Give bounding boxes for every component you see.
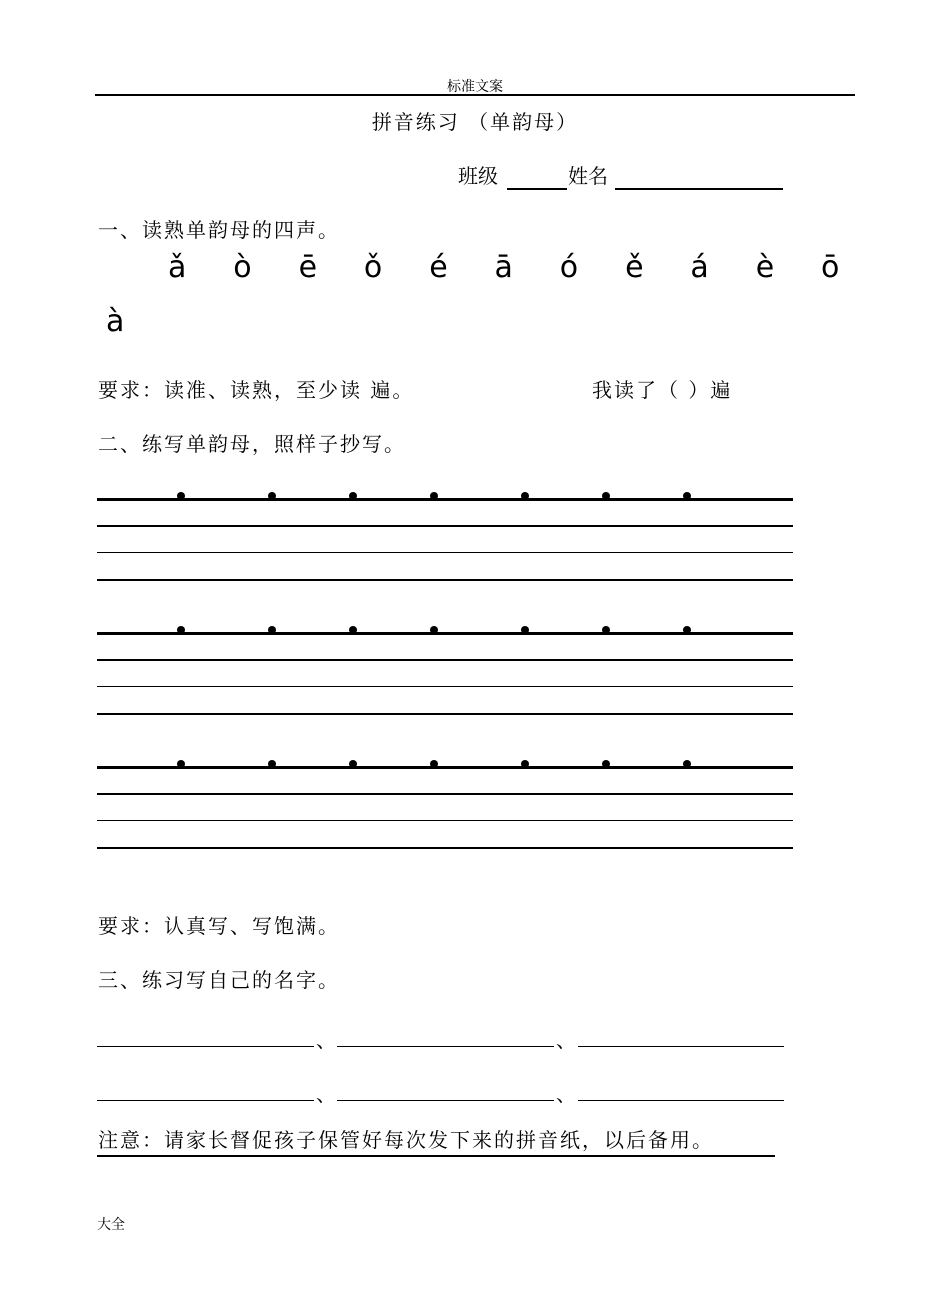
vowel-4: é: [429, 250, 448, 285]
section1-requirement: 要求：读准、读熟，至少读 遍。: [98, 378, 415, 402]
grid-dot: [602, 626, 610, 634]
section2-requirement: 要求：认真写、写饱满。: [98, 914, 340, 938]
name-blank-line[interactable]: [337, 1046, 554, 1047]
grid-dot: [521, 626, 529, 634]
section3-heading: 三、练习写自己的名字。: [98, 968, 340, 992]
grid-line: [97, 525, 793, 527]
grid-dot: [268, 760, 276, 768]
grid-dot: [602, 760, 610, 768]
name-blank[interactable]: [615, 188, 783, 190]
grid-dot: [521, 492, 529, 500]
vowel-1: ò: [233, 250, 252, 285]
grid-dot: [430, 492, 438, 500]
vowel-row2-0: à: [106, 304, 125, 339]
grid-line: [97, 659, 793, 661]
grid-dot: [602, 492, 610, 500]
grid-dot: [177, 626, 185, 634]
name-blank-line[interactable]: [578, 1046, 784, 1047]
page-header: 标准文案: [447, 79, 503, 95]
page-footer: 大全: [97, 1217, 125, 1233]
name-label: 姓名: [568, 164, 608, 188]
grid-dot: [683, 626, 691, 634]
vowel-10: ō: [821, 250, 840, 285]
grid-line: [97, 552, 793, 553]
grid-dot: [177, 492, 185, 500]
grid-dot: [268, 626, 276, 634]
vowel-9: è: [755, 250, 775, 285]
page-title: 拼音练习 （单韵母）: [371, 110, 579, 134]
name-separator: 、: [316, 1028, 336, 1052]
parent-note: 注意：请家长督促孩子保管好每次发下来的拼音纸，以后备用。: [98, 1128, 714, 1152]
grid-dot: [349, 626, 357, 634]
grid-dot: [430, 760, 438, 768]
grid-dot: [683, 492, 691, 500]
vowel-5: ā: [494, 250, 513, 285]
name-blank-line[interactable]: [97, 1100, 314, 1101]
grid-line: [97, 579, 793, 581]
grid-line: [97, 820, 793, 821]
grid-dot: [349, 760, 357, 768]
vowel-8: á: [690, 250, 709, 285]
name-blank-line[interactable]: [337, 1100, 554, 1101]
read-counter: 我读了（ ）遍: [592, 378, 733, 402]
vowel-0: ǎ: [168, 250, 187, 285]
class-blank[interactable]: [507, 188, 567, 190]
section1-heading: 一、读熟单韵母的四声。: [98, 218, 340, 242]
name-blank-line[interactable]: [578, 1100, 784, 1101]
header-divider: [95, 94, 855, 96]
name-blank-line[interactable]: [97, 1046, 314, 1047]
grid-dot: [268, 492, 276, 500]
name-separator: 、: [556, 1082, 576, 1106]
grid-line: [97, 713, 793, 715]
vowel-6: ó: [559, 250, 579, 285]
grid-line: [97, 686, 793, 687]
vowel-2: ē: [298, 250, 318, 285]
note-underline: [97, 1155, 775, 1157]
vowel-7: ě: [625, 250, 644, 285]
grid-dot: [521, 760, 529, 768]
class-label: 班级: [458, 164, 498, 188]
vowel-3: ǒ: [363, 250, 383, 285]
name-separator: 、: [316, 1082, 336, 1106]
name-separator: 、: [556, 1028, 576, 1052]
grid-dot: [177, 760, 185, 768]
grid-dot: [349, 492, 357, 500]
grid-line: [97, 847, 793, 849]
grid-line: [97, 793, 793, 795]
section2-heading: 二、练写单韵母，照样子抄写。: [98, 432, 406, 456]
grid-dot: [430, 626, 438, 634]
grid-dot: [683, 760, 691, 768]
